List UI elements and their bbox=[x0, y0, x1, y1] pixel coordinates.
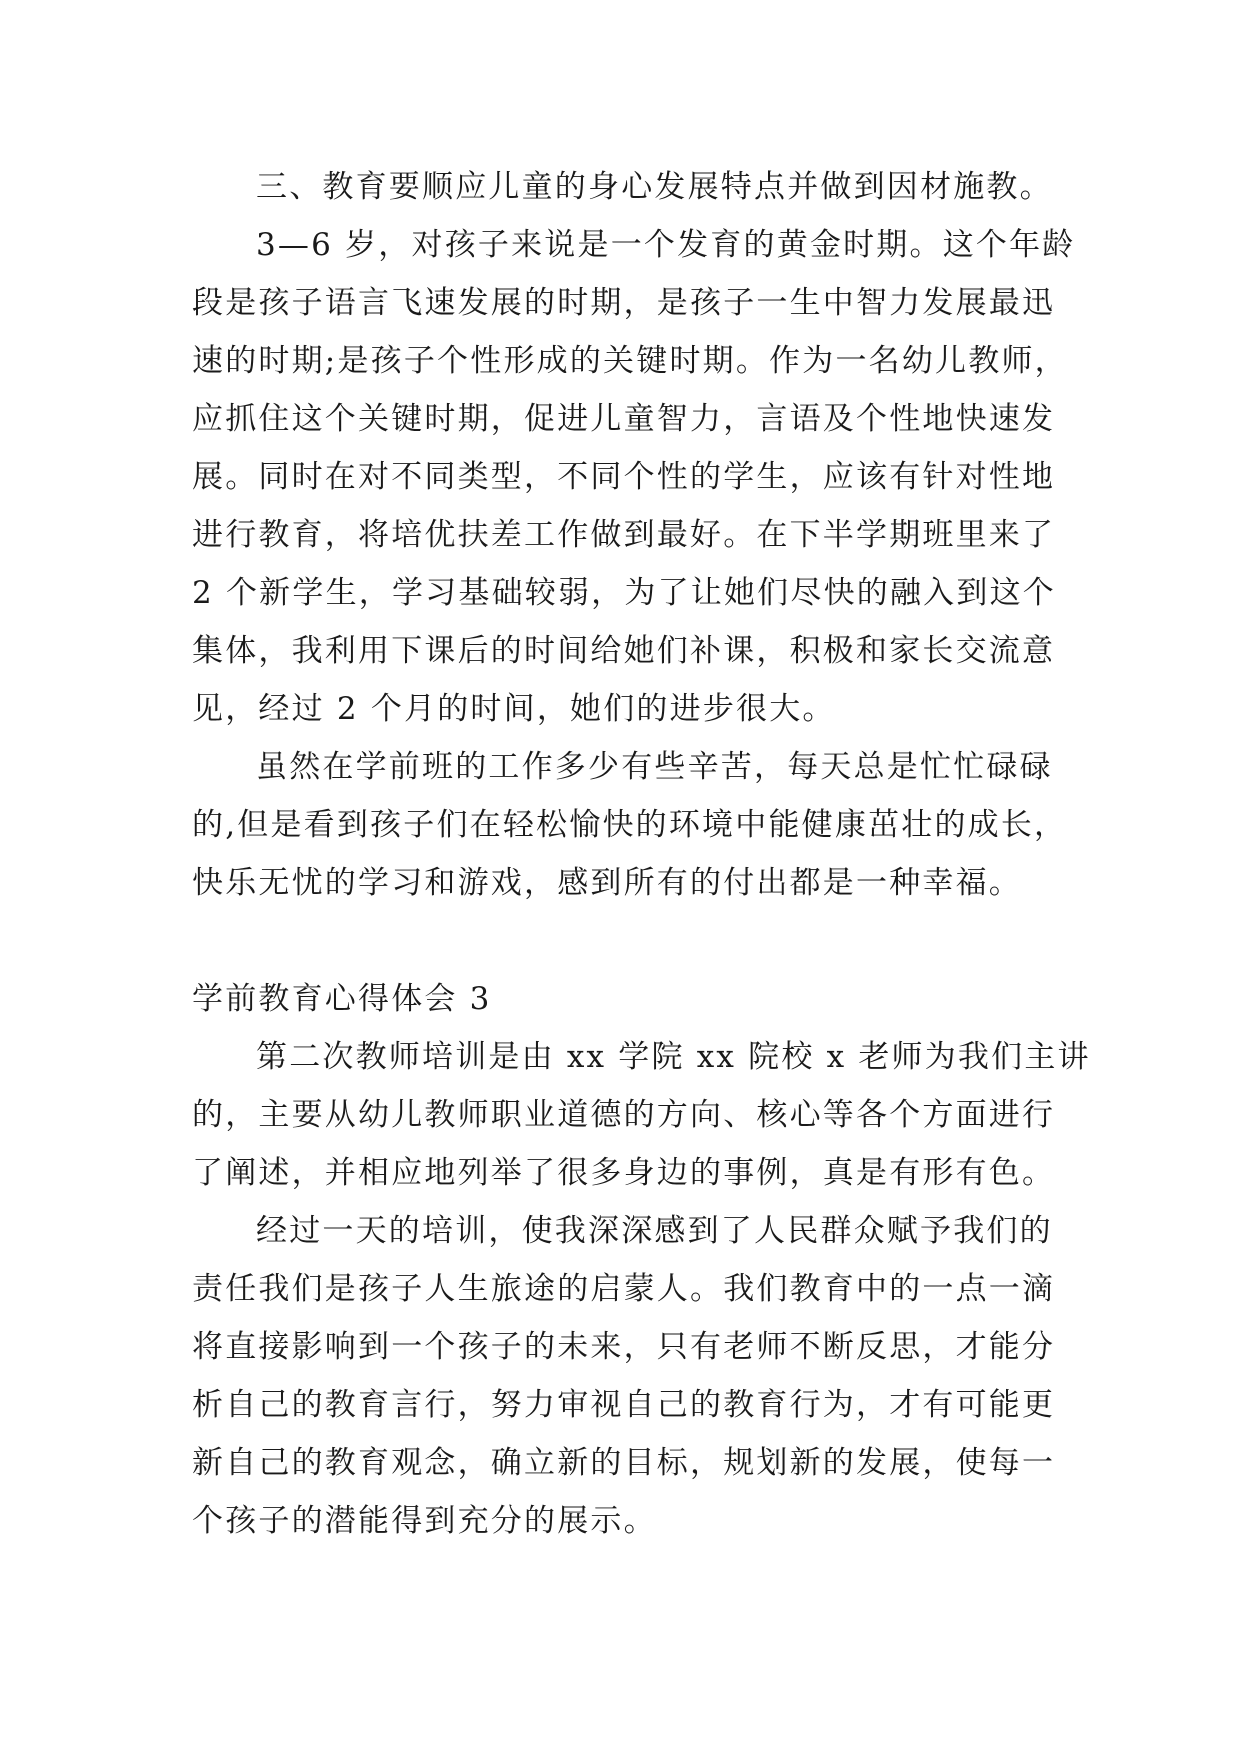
paragraph-after-training bbox=[192, 1202, 1062, 1550]
text-line: 第二次教师培训是由 xx 学院 xx 院校 x 老师为我们主讲 bbox=[256, 1039, 1091, 1075]
text-line: 虽然在学前班的工作多少有些辛苦，每天总是忙忙碌碌 bbox=[256, 749, 1053, 785]
text-line: 展。同时在对不同类型，不同个性的学生，应该有针对性地 bbox=[192, 459, 1056, 495]
text-line: 快乐无忧的学习和游戏，感到所有的付出都是一种幸福。 bbox=[192, 865, 1022, 901]
document-body bbox=[192, 158, 1091, 1550]
text-line: 将直接影响到一个孩子的未来，只有老师不断反思，才能分 bbox=[192, 1329, 1056, 1365]
text-line: 析自己的教育言行，努力审视自己的教育行为，才有可能更 bbox=[192, 1387, 1056, 1423]
text-line: 集体，我利用下课后的时间给她们补课，积极和家长交流意 bbox=[192, 633, 1056, 669]
text-line: 经过一天的培训，使我深深感到了人民群众赋予我们的 bbox=[256, 1213, 1053, 1249]
text-line: 速的时期;是孩子个性形成的关键时期。作为一名幼儿教师， bbox=[192, 343, 1068, 379]
text-line: 的,但是看到孩子们在轻松愉快的环境中能健康茁壮的成长， bbox=[192, 807, 1068, 843]
text-line: 应抓住这个关键时期，促进儿童智力，言语及个性地快速发 bbox=[192, 401, 1056, 437]
text-line: 个孩子的潜能得到充分的展示。 bbox=[192, 1503, 657, 1539]
paragraph-golden-period bbox=[192, 216, 1076, 738]
paragraph-second-training bbox=[192, 1028, 1091, 1202]
section-heading: 学前教育心得体会 3 bbox=[192, 981, 492, 1017]
text-line: 段是孩子语言飞速发展的时期，是孩子一生中智力发展最迅 bbox=[192, 285, 1056, 321]
text-line: 见，经过 2 个月的时间，她们的进步很大。 bbox=[192, 691, 836, 727]
paragraph-hard-work bbox=[192, 738, 1068, 912]
text-line: 三、教育要顺应儿童的身心发展特点并做到因材施教。 bbox=[256, 169, 1053, 205]
text-line: 了阐述，并相应地列举了很多身边的事例，真是有形有色。 bbox=[192, 1155, 1056, 1191]
text-line: 2 个新学生，学习基础较弱，为了让她们尽快的融入到这个 bbox=[192, 575, 1056, 611]
paragraph-principle-three bbox=[192, 158, 1062, 216]
text-line: 责任我们是孩子人生旅途的启蒙人。我们教育中的一点一滴 bbox=[192, 1271, 1056, 1307]
text-line: 进行教育，将培优扶差工作做到最好。在下半学期班里来了 bbox=[192, 517, 1056, 553]
text-line: 新自己的教育观念，确立新的目标，规划新的发展，使每一 bbox=[192, 1445, 1056, 1481]
text-line: 3—6 岁，对孩子来说是一个发育的黄金时期。这个年龄 bbox=[256, 227, 1076, 263]
text-line: 的，主要从幼儿教师职业道德的方向、核心等各个方面进行 bbox=[192, 1097, 1056, 1133]
